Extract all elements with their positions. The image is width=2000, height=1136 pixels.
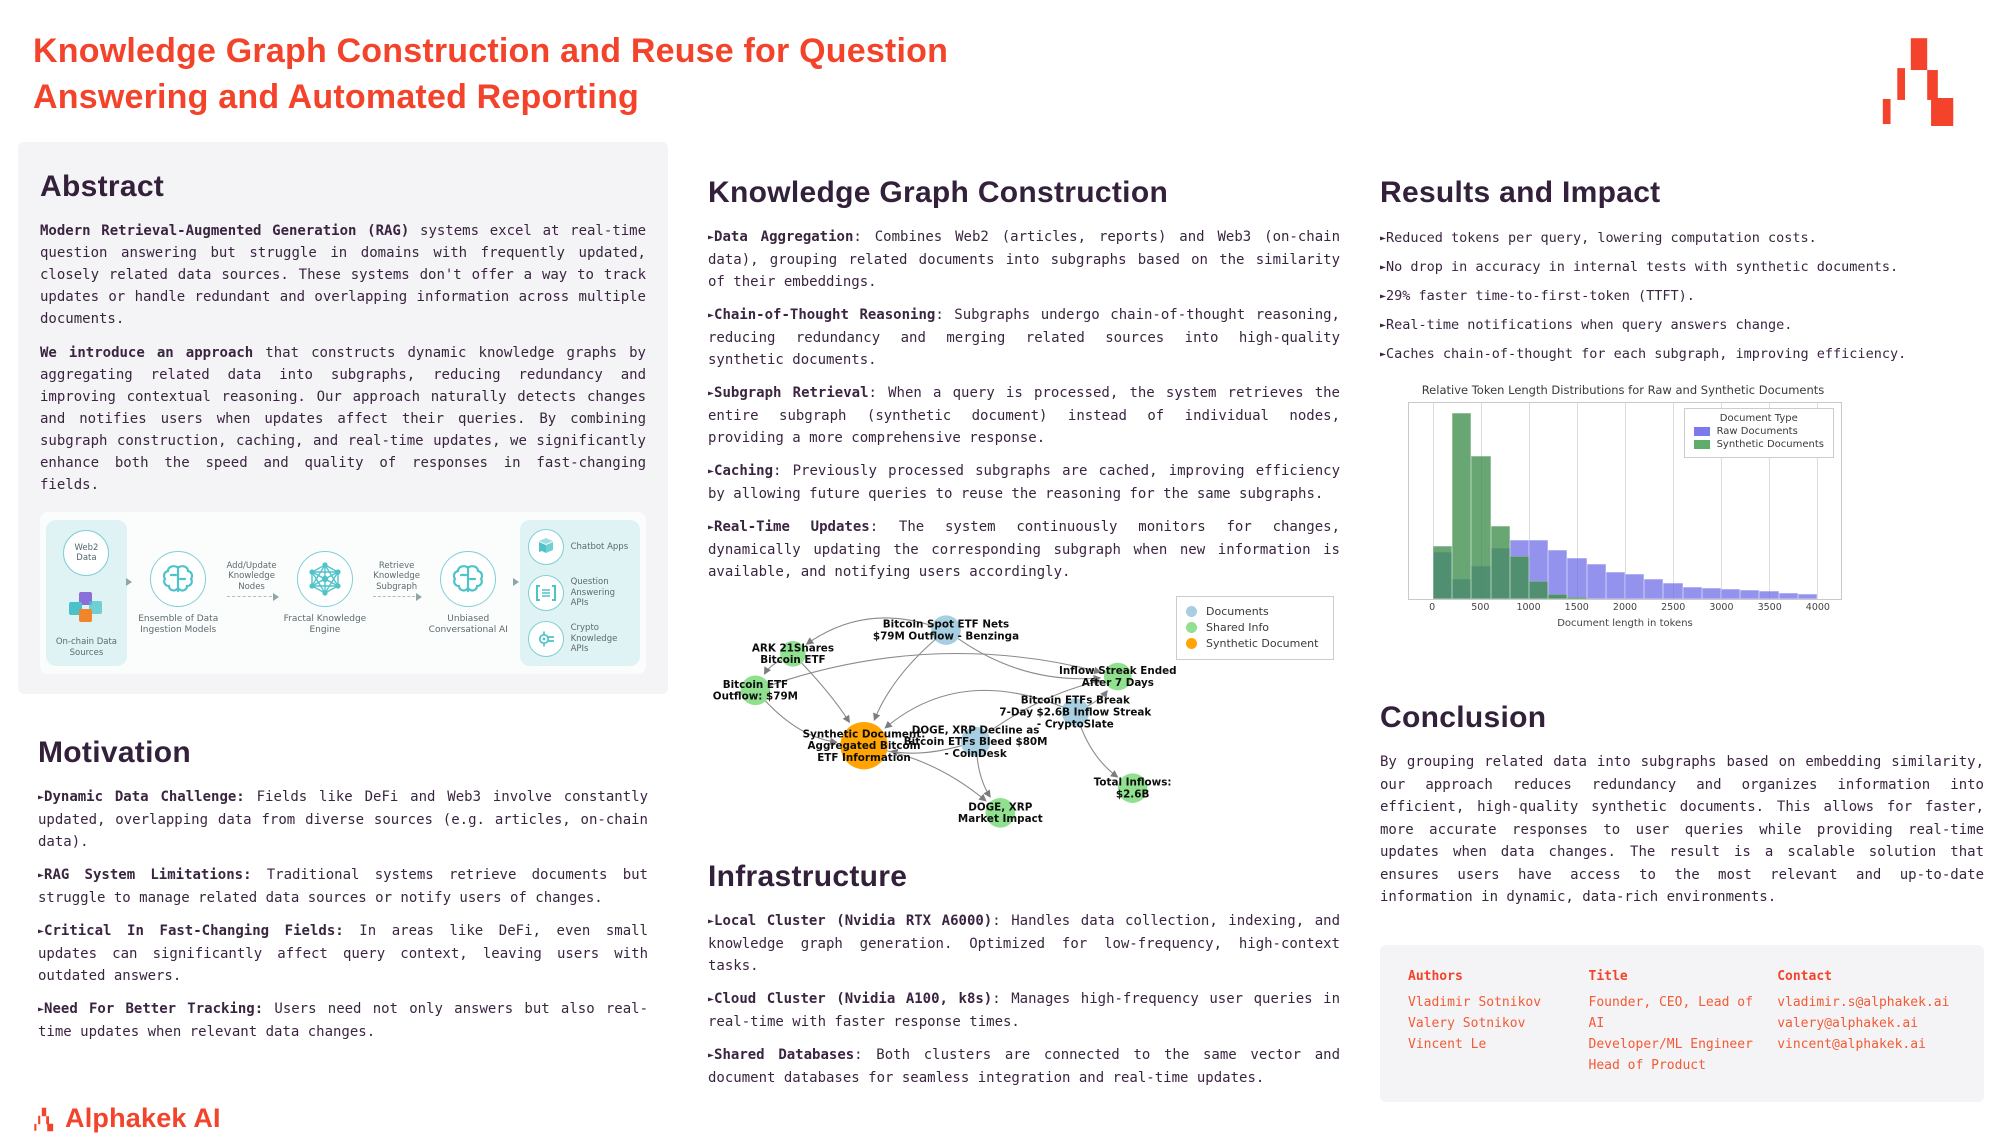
raw-bar-2400 <box>1663 583 1682 599</box>
raw-bar-3600 <box>1779 593 1798 599</box>
main-columns <box>0 142 2000 1136</box>
graph-node-label-total: Total Inflows: $2.6B <box>1093 776 1172 801</box>
column-left <box>18 142 668 1136</box>
authors-column-title <box>1589 969 1760 1076</box>
raw-bar-3400 <box>1759 591 1778 599</box>
conclusion-text: By grouping related data into subgraphs based on embedding similarity, our approach reduces redundancy and organizes information into efficient, high-quality synthetic documents. This allows for faster, more accurate responses to user queries while providing real-time updates when data changes. The result is a scalable solution that ensures users have access to the most relevant and up-to-date information in dynamic, data-rich environments. <box>1380 754 1984 905</box>
stage-knowledge-engine <box>280 551 371 635</box>
qa-api-icon <box>528 575 564 611</box>
abstract-paragraph <box>40 220 646 330</box>
chart-gridline <box>1673 403 1674 599</box>
authors-column-contact <box>1777 969 1956 1076</box>
stage-conversational-ai <box>423 551 514 635</box>
bullet-marker-icon: ► <box>1380 291 1387 302</box>
bullet-marker-icon: ► <box>708 1050 715 1061</box>
bullet-text: : Handles data collection, indexing, and knowledge graph generation. Optimized for low-frequency, high-context tasks. <box>708 913 1341 974</box>
chatbot-icon <box>528 529 564 565</box>
web2-data-label: Web2 Data <box>74 543 99 563</box>
bullet-marker-icon: ► <box>38 926 45 937</box>
synthetic-bar-600 <box>1491 526 1510 599</box>
legend-label: Shared Info <box>1206 621 1270 634</box>
raw-legend-label: Raw Documents <box>1716 426 1798 437</box>
bullet-text: : Manages high-frequency user queries in real-time with faster response times. <box>708 991 1341 1030</box>
alphakek-logo-icon <box>1878 12 1960 134</box>
legend-label: Documents <box>1206 605 1269 618</box>
results-list <box>1380 226 1984 367</box>
graph-node-label-ark: ARK 21Shares Bitcoin ETF <box>751 642 835 667</box>
bullet-item <box>708 910 1340 977</box>
chart-x-ticks <box>1408 600 1842 614</box>
infrastructure-list <box>708 910 1340 1089</box>
bullet-text: Fields like DeFi and Web3 involve constantly updated, overlapping data from diverse sources (e.g. articles, on-chain data). <box>38 789 648 850</box>
graph-edge <box>1080 725 1117 777</box>
knowledge-graph-icon <box>297 551 353 607</box>
chart-x-tick: 4000 <box>1805 602 1830 613</box>
bullet-item <box>1380 342 1984 367</box>
bullet-item <box>1380 255 1984 280</box>
legend-dot-icon <box>1186 638 1197 649</box>
stage-conversational-ai-label: Unbiased Conversational AI <box>428 614 508 635</box>
bullet-item <box>38 920 648 987</box>
bullet-marker-icon: ► <box>708 388 715 399</box>
column-middle <box>708 142 1340 1100</box>
raw-bar-1600 <box>1587 564 1606 599</box>
raw-bar-3200 <box>1740 590 1759 599</box>
authors-column-header: Contact <box>1777 968 1832 984</box>
bullet-text: Users need not only answers but also real-time updates when relevant data changes. <box>38 1001 648 1040</box>
author-title: Developer/ML Engineer <box>1588 1036 1753 1052</box>
retrieve-subgraph-label: Retrieve Knowledge Subgraph <box>373 560 420 592</box>
kgc-list <box>708 226 1340 583</box>
chart-x-tick: 0 <box>1429 602 1436 613</box>
poster-title-line-2: Answering and Automated Reporting <box>33 78 640 116</box>
synthetic-bar-1000 <box>1529 581 1548 599</box>
graph-edge <box>977 756 990 797</box>
chart-x-tick: 3000 <box>1709 602 1734 613</box>
abstract-panel <box>18 142 668 694</box>
authors-column-header: Authors <box>1408 968 1463 984</box>
graph-legend-entry <box>1186 621 1324 634</box>
synthetic-bar-0 <box>1433 546 1452 599</box>
synthetic-legend-label: Synthetic Documents <box>1716 439 1824 450</box>
chart-x-tick: 500 <box>1471 602 1490 613</box>
output-qa-apis <box>528 575 632 611</box>
author-email[interactable]: valery@alphakek.ai <box>1777 1015 1919 1031</box>
synthetic-bar-200 <box>1452 413 1471 599</box>
paragraph-lead: We introduce an approach <box>40 345 254 361</box>
bullet-item <box>708 988 1340 1033</box>
author-author: Vincent Le <box>1408 1036 1487 1052</box>
author-title: Founder, CEO, Lead of AI <box>1588 994 1753 1031</box>
bullet-item <box>38 864 648 909</box>
output-crypto-apis-label: Crypto Knowledge APIs <box>570 623 618 655</box>
token-length-chart <box>1384 383 1842 671</box>
legend-dot-icon <box>1186 606 1197 617</box>
onchain-sources-label: On-chain Data Sources <box>55 637 118 658</box>
chart-legend-raw <box>1694 426 1824 437</box>
bullet-text: No drop in accuracy in internal tests with synthetic documents. <box>1386 259 1899 275</box>
bullet-text: Reduced tokens per query, lowering computation costs. <box>1386 230 1817 246</box>
graph-node-label-synthetic: Synthetic Document: Aggregated Bitcoin ETF Information <box>802 728 926 764</box>
pipeline-diagram <box>40 512 646 674</box>
raw-bar-1800 <box>1606 572 1625 599</box>
bullet-label: Dynamic Data Challenge: <box>44 789 245 805</box>
bullet-text: : Previously processed subgraphs are cached, improving efficiency by allowing future queries to reuse the reasoning for the same subgraphs. <box>708 463 1340 502</box>
chart-x-tick: 2500 <box>1661 602 1686 613</box>
bullet-text: : When a query is processed, the system retrieves the entire subgraph (synthetic document) instead of individual nodes, providing a more comprehensive response. <box>708 385 1340 446</box>
bullet-label: Caching <box>714 463 774 479</box>
raw-bar-2200 <box>1644 579 1663 599</box>
bullet-marker-icon: ► <box>708 994 715 1005</box>
paragraph-text: that constructs dynamic knowledge graphs by aggregating related data into subgraphs, reducing redundancy and improving contextual reasoning. Our approach naturally detects changes and notifies users when updates affect their queries. By combining subgraph construction, caching, and real-time updates, we significantly enhance both the speed and quality of responses in fast-changing fields. <box>40 345 646 493</box>
bullet-label: Cloud Cluster (Nvidia A100, k8s) <box>714 991 993 1007</box>
synthetic-bar-1200 <box>1548 594 1567 599</box>
pipeline-connector-3 <box>373 561 420 598</box>
bullet-text: Caches chain-of-thought for each subgraph, improving efficiency. <box>1386 346 1907 362</box>
chart-x-tick: 1000 <box>1516 602 1541 613</box>
bullet-text: : Subgraphs undergo chain-of-thought reasoning, reducing redundancy and merging related sources into high-quality synthetic documents. <box>708 307 1340 368</box>
stage-knowledge-engine-label: Fractal Knowledge Engine <box>283 614 367 635</box>
authors-panel <box>1380 945 1984 1102</box>
graph-edge <box>874 640 935 720</box>
stage-ingestion <box>133 551 224 635</box>
output-chatbot-label: Chatbot Apps <box>570 541 629 552</box>
author-author: Vladimir Sotnikov <box>1408 994 1542 1010</box>
authors-column-authors <box>1408 969 1571 1076</box>
abstract-paragraphs <box>40 220 646 496</box>
bullet-label: Subgraph Retrieval <box>714 385 869 401</box>
motivation-list <box>38 786 648 1043</box>
onchain-cubes-icon <box>69 592 103 622</box>
author-email[interactable]: vladimir.s@alphakek.ai <box>1777 994 1950 1010</box>
bullet-label: Chain-of-Thought Reasoning <box>714 307 936 323</box>
knowledge-graph-figure <box>708 594 1340 844</box>
bullet-item <box>1380 313 1984 338</box>
web2-data-node <box>63 530 109 576</box>
bullet-text: In areas like DeFi, even small updates can significantly affect query context, leaving users with outdated answers. <box>38 923 648 984</box>
brain-icon <box>150 551 206 607</box>
bullet-label: RAG System Limitations: <box>44 867 252 883</box>
paragraph-text: systems excel at real-time question answering but struggle in domains with frequently updated, closely related data sources. These systems don't offer a way to track updates or handle redundant and overlapping information across multiple documents. <box>40 223 647 327</box>
raw-bar-2800 <box>1702 588 1721 599</box>
crypto-api-icon <box>528 621 564 657</box>
bullet-item <box>38 786 648 853</box>
bullet-item <box>708 304 1340 371</box>
graph-node-label-doge: DOGE, XRP Market Impact <box>957 801 1043 826</box>
bullet-marker-icon: ► <box>708 916 715 927</box>
motivation-section <box>18 736 668 1043</box>
output-qa-apis-label: Question Answering APIs <box>570 577 616 609</box>
synthetic-bar-1400 <box>1567 597 1586 599</box>
bullet-label: Need For Better Tracking: <box>44 1001 264 1017</box>
footer-brand-name: Alphakek AI <box>65 1103 221 1133</box>
graph-node-label-inflow: Inflow Streak Ended After 7 Days <box>1059 665 1177 689</box>
chart-title: Relative Token Length Distributions for Raw and Synthetic Documents <box>1421 383 1825 397</box>
legend-dot-icon <box>1186 622 1197 633</box>
author-title: Head of Product <box>1588 1057 1706 1073</box>
column-right <box>1380 142 1984 1102</box>
bullet-text: : Combines Web2 (articles, reports) and Web3 (on-chain data), grouping related documents into subgraphs based on the similarity of their embeddings. <box>708 229 1340 290</box>
raw-bar-3800 <box>1798 594 1817 599</box>
graph-edge <box>802 663 850 722</box>
bullet-marker-icon: ► <box>708 466 715 477</box>
bullet-marker-icon: ► <box>1380 262 1387 273</box>
footer-logo <box>33 1101 668 1136</box>
chart-legend-title: Document Type <box>1719 413 1798 424</box>
bullet-text: Traditional systems retrieve documents but struggle to manage related data sources or notify users of changes. <box>38 867 648 906</box>
chart-x-tick: 3500 <box>1757 602 1782 613</box>
graph-node-label-cryptoslate: Bitcoin ETFs Break 7-Day $2.6B Inflow Streak - CryptoSlate <box>999 694 1152 731</box>
results-heading: Results and Impact <box>1380 176 1661 209</box>
bullet-marker-icon: ► <box>708 310 715 321</box>
bullet-item <box>708 1044 1340 1089</box>
bullet-text: 29% faster time-to-first-token (TTFT). <box>1386 288 1695 304</box>
kgc-heading: Knowledge Graph Construction <box>708 176 1169 209</box>
bullet-marker-icon: ► <box>1380 233 1387 244</box>
author-email[interactable]: vincent@alphakek.ai <box>1777 1036 1926 1052</box>
graph-legend-entry <box>1186 605 1324 618</box>
bullet-item <box>708 226 1340 293</box>
raw-bar-3000 <box>1721 589 1740 599</box>
brain-icon <box>440 551 496 607</box>
bullet-text: : The system continuously monitors for changes, dynamically updating the corresponding subgraph when new information is available, and notifying users accordingly. <box>708 519 1340 580</box>
bullet-item <box>1380 226 1984 251</box>
poster-title-line-1: Knowledge Graph Construction and Reuse for Question <box>33 32 949 70</box>
bullet-marker-icon: ► <box>1380 349 1387 360</box>
chart-gridline <box>1625 403 1626 599</box>
bullet-item <box>38 998 648 1043</box>
outputs-box <box>520 520 640 666</box>
bullet-marker-icon: ► <box>38 1004 45 1015</box>
bullet-label: Critical In Fast-Changing Fields: <box>44 923 344 939</box>
bullet-label: Local Cluster (Nvidia RTX A6000) <box>714 913 993 929</box>
alphakek-logo-small-icon <box>33 1101 55 1136</box>
bullet-text: : Both clusters are connected to the same vector and document databases for seamless integration and real-time updates. <box>708 1047 1340 1086</box>
author-author: Valery Sotnikov <box>1408 1015 1526 1031</box>
raw-bar-2000 <box>1625 574 1644 599</box>
bullet-marker-icon: ► <box>38 870 45 881</box>
bullet-item <box>708 382 1340 449</box>
paragraph-lead: Modern Retrieval-Augmented Generation (RAG) <box>40 223 410 239</box>
bullet-marker-icon: ► <box>38 792 45 803</box>
chart-x-tick: 1500 <box>1564 602 1589 613</box>
raw-bar-1400 <box>1567 558 1586 599</box>
synthetic-swatch <box>1694 440 1710 449</box>
abstract-paragraph <box>40 342 646 496</box>
synthetic-bar-800 <box>1510 556 1529 599</box>
chart-legend-synthetic <box>1694 439 1824 450</box>
graph-node-label-coindesk: DOGE, XRP Decline as Bitcoin ETFs Bleed $80M - CoinDesk <box>903 724 1048 761</box>
bullet-text: Real-time notifications when query answers change. <box>1386 317 1793 333</box>
bullet-label: Real-Time Updates <box>714 519 870 535</box>
chart-x-tick: 2000 <box>1612 602 1638 613</box>
bullet-label: Shared Databases <box>714 1047 855 1063</box>
header <box>0 0 2000 142</box>
chart-x-axis-label: Document length in tokens <box>1557 618 1693 629</box>
data-sources-box <box>46 520 127 666</box>
bullet-item <box>708 460 1340 505</box>
motivation-heading: Motivation <box>38 736 191 769</box>
raw-bar-1200 <box>1548 550 1567 599</box>
infrastructure-heading: Infrastructure <box>708 860 908 893</box>
bullet-item <box>1380 284 1984 309</box>
output-crypto-apis <box>528 621 632 657</box>
bullet-marker-icon: ► <box>708 522 715 533</box>
graph-node-label-outflow: Bitcoin ETF Outflow: $79M <box>712 678 798 703</box>
bullet-label: Data Aggregation <box>714 229 854 245</box>
bullet-marker-icon: ► <box>1380 320 1387 331</box>
bullet-marker-icon: ► <box>708 232 715 243</box>
output-chatbot <box>528 529 632 565</box>
legend-label: Synthetic Document <box>1206 637 1319 650</box>
synthetic-bar-400 <box>1471 456 1490 599</box>
graph-legend <box>1176 596 1334 660</box>
bullet-item <box>708 516 1340 583</box>
raw-bar-2600 <box>1683 587 1702 599</box>
graph-node-label-benzinga: Bitcoin Spot ETF Nets $79M Outflow - Benzinga <box>872 618 1020 643</box>
stage-ingestion-label: Ensemble of Data Ingestion Models <box>138 614 219 635</box>
add-update-label: Add/Update Knowledge Nodes <box>226 560 277 592</box>
chart-legend <box>1684 408 1834 458</box>
graph-legend-entry <box>1186 637 1324 650</box>
authors-column-header: Title <box>1588 968 1628 984</box>
pipeline-connector-2 <box>227 561 277 598</box>
abstract-heading: Abstract <box>40 170 165 203</box>
raw-swatch <box>1694 427 1710 436</box>
conclusion-heading: Conclusion <box>1380 701 1547 734</box>
